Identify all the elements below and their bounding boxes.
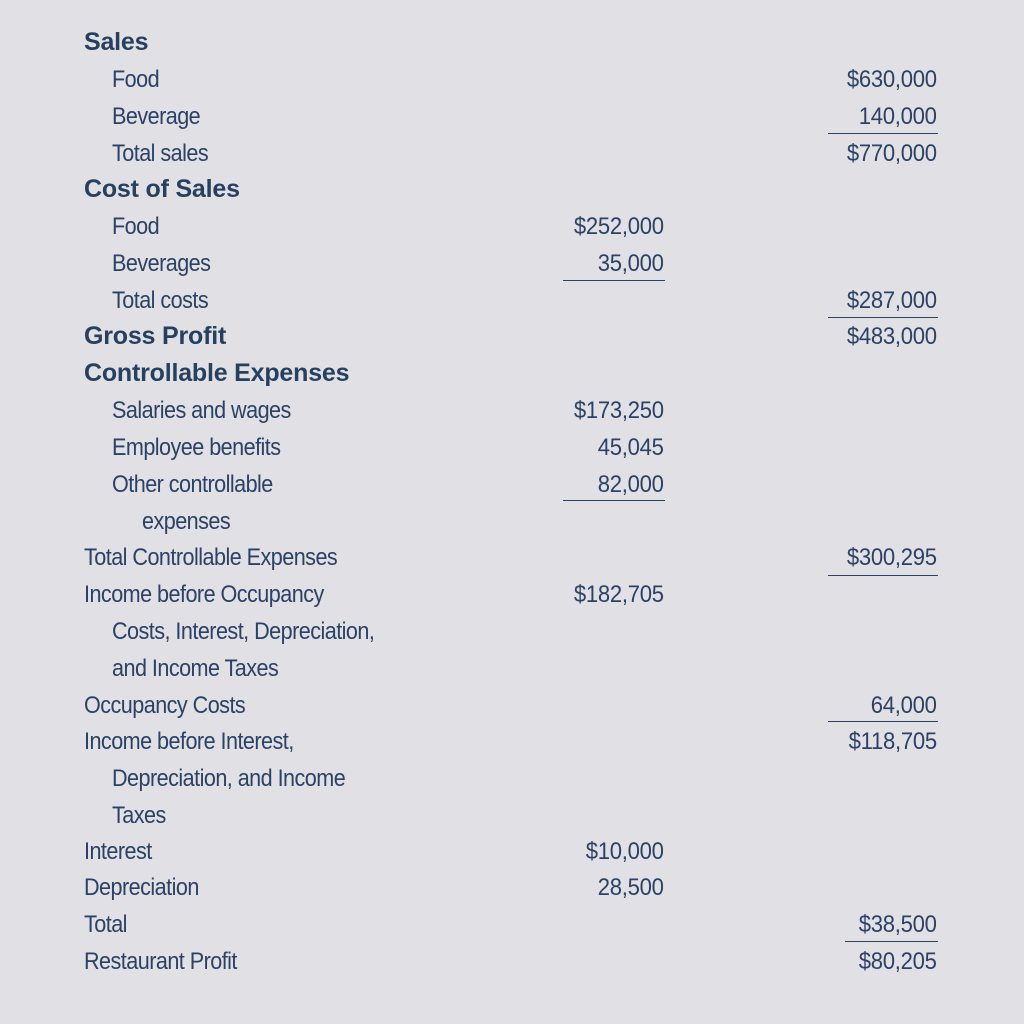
other-controllable-amount: 82,000 xyxy=(598,471,664,498)
total-costs-row xyxy=(0,282,1024,319)
other-controllable-row xyxy=(0,466,1024,503)
gross-profit-amount: $483,000 xyxy=(847,323,937,350)
cost-heading: Cost of Sales xyxy=(84,175,240,203)
restaurant-profit-row xyxy=(0,943,1024,980)
benefits-amount: 45,045 xyxy=(598,434,664,461)
depreciation-amount: 28,500 xyxy=(598,874,664,901)
income-before-occupancy-row xyxy=(0,576,1024,613)
total-controllable-amount: $300,295 xyxy=(847,544,937,571)
restaurant-profit-label: Restaurant Profit xyxy=(84,948,237,975)
sales-beverage-row xyxy=(0,98,1024,135)
cost-beverages-row xyxy=(0,245,1024,282)
gross-profit-heading: Gross Profit xyxy=(84,322,227,350)
sales-beverage-amount: 140,000 xyxy=(859,103,937,130)
income-before-occupancy-label: Income before Occupancy xyxy=(84,581,324,608)
other-controllable-cont-row xyxy=(0,503,1024,540)
total-label: Total xyxy=(84,911,127,938)
income-before-occupancy-label-cont-1: Costs, Interest, Depreciation, xyxy=(112,618,375,645)
occupancy-row xyxy=(0,687,1024,724)
income-before-interest-cont-row-2 xyxy=(0,797,1024,834)
gross-profit-row xyxy=(0,318,1024,355)
benefits-row xyxy=(0,429,1024,466)
cost-heading-row xyxy=(0,171,1024,208)
depreciation-row xyxy=(0,869,1024,906)
total-controllable-label: Total Controllable Expenses xyxy=(84,544,338,571)
income-before-occupancy-amount: $182,705 xyxy=(574,581,664,608)
cost-subtotal-rule xyxy=(563,280,665,281)
sales-food-amount: $630,000 xyxy=(847,66,937,93)
depreciation-label: Depreciation xyxy=(84,874,199,901)
cost-food-label: Food xyxy=(112,213,160,240)
controllable-heading: Controllable Expenses xyxy=(84,359,350,387)
sales-heading-row xyxy=(0,24,1024,61)
salaries-row xyxy=(0,392,1024,429)
income-before-occupancy-cont-row-2 xyxy=(0,650,1024,687)
total-amount: $38,500 xyxy=(859,911,937,938)
income-before-interest-label-cont-2: Taxes xyxy=(112,802,166,829)
income-before-interest-amount: $118,705 xyxy=(848,728,937,755)
occupancy-rule xyxy=(828,721,938,722)
total-sales-row xyxy=(0,135,1024,172)
income-before-occupancy-label-cont-2: and Income Taxes xyxy=(112,655,279,682)
sales-food-row xyxy=(0,61,1024,98)
total-controllable-row xyxy=(0,539,1024,576)
cost-beverages-label: Beverages xyxy=(112,250,211,277)
total-sales-amount: $770,000 xyxy=(847,140,937,167)
total-rule xyxy=(845,941,938,942)
benefits-label: Employee benefits xyxy=(112,434,281,461)
salaries-amount: $173,250 xyxy=(574,397,664,424)
total-row xyxy=(0,906,1024,943)
controllable-subtotal-rule xyxy=(563,500,665,501)
cost-food-row xyxy=(0,208,1024,245)
other-controllable-label-cont: expenses xyxy=(142,508,231,535)
income-before-interest-label: Income before Interest, xyxy=(84,728,294,755)
total-sales-label: Total sales xyxy=(112,140,209,167)
income-before-occupancy-cont-row-1 xyxy=(0,613,1024,650)
occupancy-label: Occupancy Costs xyxy=(84,692,246,719)
restaurant-profit-amount: $80,205 xyxy=(859,948,937,975)
sales-beverage-label: Beverage xyxy=(112,103,201,130)
sales-food-label: Food xyxy=(112,66,160,93)
other-controllable-label: Other controllable xyxy=(112,471,273,498)
salaries-label: Salaries and wages xyxy=(112,397,291,424)
sales-heading: Sales xyxy=(84,28,149,56)
interest-row xyxy=(0,833,1024,870)
income-before-interest-cont-row-1 xyxy=(0,760,1024,797)
controllable-heading-row xyxy=(0,355,1024,392)
cost-beverages-amount: 35,000 xyxy=(598,250,664,277)
income-before-interest-row xyxy=(0,723,1024,760)
total-costs-label: Total costs xyxy=(112,287,209,314)
sales-subtotal-rule xyxy=(828,133,938,134)
occupancy-amount: 64,000 xyxy=(871,692,937,719)
interest-label: Interest xyxy=(84,838,152,865)
income-before-interest-label-cont-1: Depreciation, and Income xyxy=(112,765,346,792)
total-costs-amount: $287,000 xyxy=(847,287,937,314)
cost-food-amount: $252,000 xyxy=(574,213,664,240)
interest-amount: $10,000 xyxy=(586,838,664,865)
